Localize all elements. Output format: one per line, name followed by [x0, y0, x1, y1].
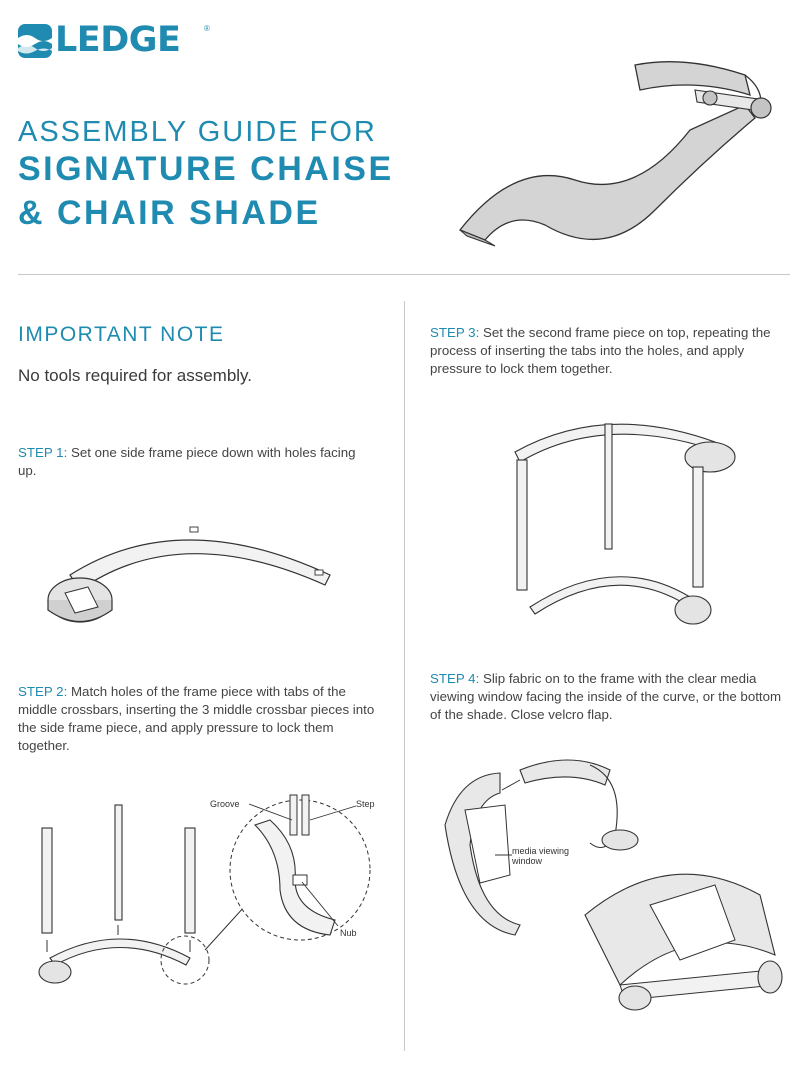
step-2-illustration [30, 790, 390, 1000]
step-1-label: STEP 1: [18, 445, 68, 460]
media-window-callout-line1: media viewing [512, 846, 570, 856]
step-4 [430, 670, 792, 724]
step-1-illustration [40, 515, 340, 635]
wave-logo-icon [18, 24, 54, 60]
important-note-text: No tools required for assembly. [18, 366, 253, 385]
registered-mark: ® [204, 24, 210, 33]
chaise-shade-illustration [455, 50, 775, 250]
step-2-text: Match holes of the frame piece with tabs of the middle crossbars, inserting the 3 middle crossbar pieces into the side frame piece, and apply pressure to lock them together. [18, 684, 375, 753]
nub-callout: Nub [340, 928, 357, 938]
step-3-illustration [505, 412, 745, 637]
brand-name: LEDGE [55, 20, 181, 60]
step-2 [18, 683, 378, 755]
step-1-text: Set one side frame piece down with holes facing up. [18, 445, 356, 478]
title-line-1: ASSEMBLY GUIDE FOR [18, 116, 377, 148]
step-3-label: STEP 3: [430, 325, 480, 340]
ledge-logo [18, 22, 218, 64]
media-window-callout-line2: window [512, 856, 543, 866]
step-callout: Step [356, 799, 375, 809]
groove-callout: Groove [210, 799, 240, 809]
horizontal-divider [18, 274, 790, 275]
step-3 [430, 324, 792, 378]
step-3-text: Set the second frame piece on top, repeating the process of inserting the tabs into the holes, and apply pressure to lock them together. [430, 325, 771, 376]
important-note-heading: IMPORTANT NOTE [18, 323, 225, 346]
step-1 [18, 444, 368, 480]
step-2-label: STEP 2: [18, 684, 68, 699]
title-line-2: SIGNATURE CHAISE [18, 150, 394, 188]
step-4-text: Slip fabric on to the frame with the clear media viewing window facing the inside of the curve, or the bottom of the shade. Close velcro flap. [430, 671, 782, 722]
title-line-3: & CHAIR SHADE [18, 194, 321, 232]
vertical-divider [404, 301, 405, 1051]
step-4-label: STEP 4: [430, 671, 480, 686]
step-4-illustration [440, 755, 790, 1045]
